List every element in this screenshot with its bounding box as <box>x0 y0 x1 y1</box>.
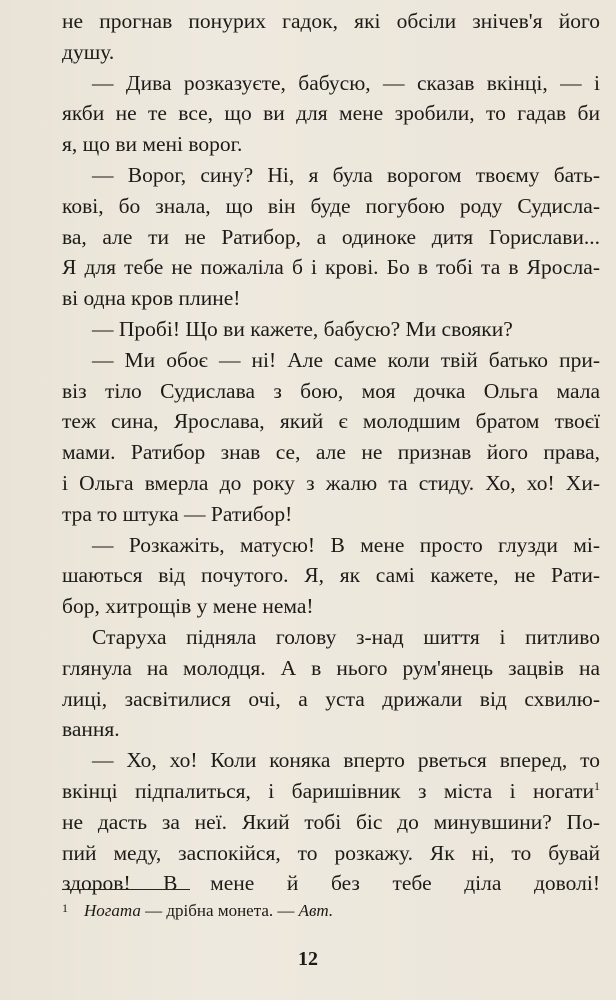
text-line: — Хо, хо! Коли коняка вперто рветься вперед, то <box>92 748 600 773</box>
text-line: тра то штука — Ратибор! <box>62 501 293 526</box>
footnote-text: — дрібна монета. — <box>140 901 299 920</box>
text-line: я, що ви мені ворог. <box>62 132 243 157</box>
text-line: не прогнав понурих гадок, які обсіли знічев'я його <box>62 9 600 33</box>
text-line: мами. Ратибор знав се, але не признав його права, <box>62 440 600 465</box>
text-line: якби не те все, що ви для мене зробили, то гадав би <box>62 101 600 126</box>
footnote <box>62 897 333 922</box>
text-line: глянула на молодця. А в нього рум'янець зацвів на <box>62 655 600 680</box>
footnote-divider <box>62 889 190 890</box>
text-line: душу. <box>62 39 115 64</box>
text-line: шаються від почутого. Я, як самі кажете, не Рати- <box>62 563 600 588</box>
text-line-content: вкінці підпалиться, і баришівник з міста і ногати <box>62 778 594 803</box>
text-line: кові, бо знала, що він буде погубою роду Судисла- <box>62 193 600 218</box>
text-line: лиці, засвітилися очі, а уста дрижали від схвилю- <box>62 686 600 711</box>
footnote-marker: 1 <box>62 901 68 915</box>
text-line: — Розкажіть, матусю! В мене просто глузди мі- <box>92 532 600 557</box>
text-line: вання. <box>62 717 120 742</box>
text-line: Старуха підняла голову з-над шиття і питливо <box>92 624 600 649</box>
text-line: ві одна кров плине! <box>62 286 241 311</box>
footnote-term: Ногата <box>84 901 141 920</box>
body-text <box>62 6 600 899</box>
text-line: ва, але ти не Ратибор, а одиноке дитя Горислави... <box>62 224 600 249</box>
footnote-author: Авт. <box>298 901 334 920</box>
footnote-reference: 1 <box>594 778 600 793</box>
page-number: 12 <box>298 948 318 970</box>
text-line: здоров! В мене й без тебе діла доволі! <box>62 871 600 896</box>
text-line: — Дива розказуєте, бабусю, — сказав вкінці, — і <box>92 70 600 95</box>
text-line: бор, хитрощів у мене нема! <box>62 594 314 619</box>
text-line: теж сина, Ярослава, який є молодшим братом твоєї <box>62 409 600 434</box>
text-line <box>62 776 600 807</box>
text-line: Я для тебе не пожаліла б і крові. Бо в тобі та в Яросла- <box>62 255 600 280</box>
text-line: пий меду, заспокійся, то розкажу. Як ні, то бувай <box>62 840 600 865</box>
text-line: і Ольга вмерла до року з жалю та стиду. Хо, хо! Хи- <box>62 470 600 495</box>
text-line: віз тіло Судислава з бою, моя дочка Ольга мала <box>62 378 600 403</box>
text-line: — Пробі! Що ви кажете, бабусю? Ми свояки? <box>92 316 513 341</box>
text-line: не дасть за неї. Який тобі біс до минувшини? По- <box>62 809 600 834</box>
text-line: — Ми обоє — ні! Але саме коли твій батько при- <box>92 347 600 372</box>
text-line: — Ворог, сину? Ні, я була ворогом твоєму бать- <box>92 162 600 187</box>
